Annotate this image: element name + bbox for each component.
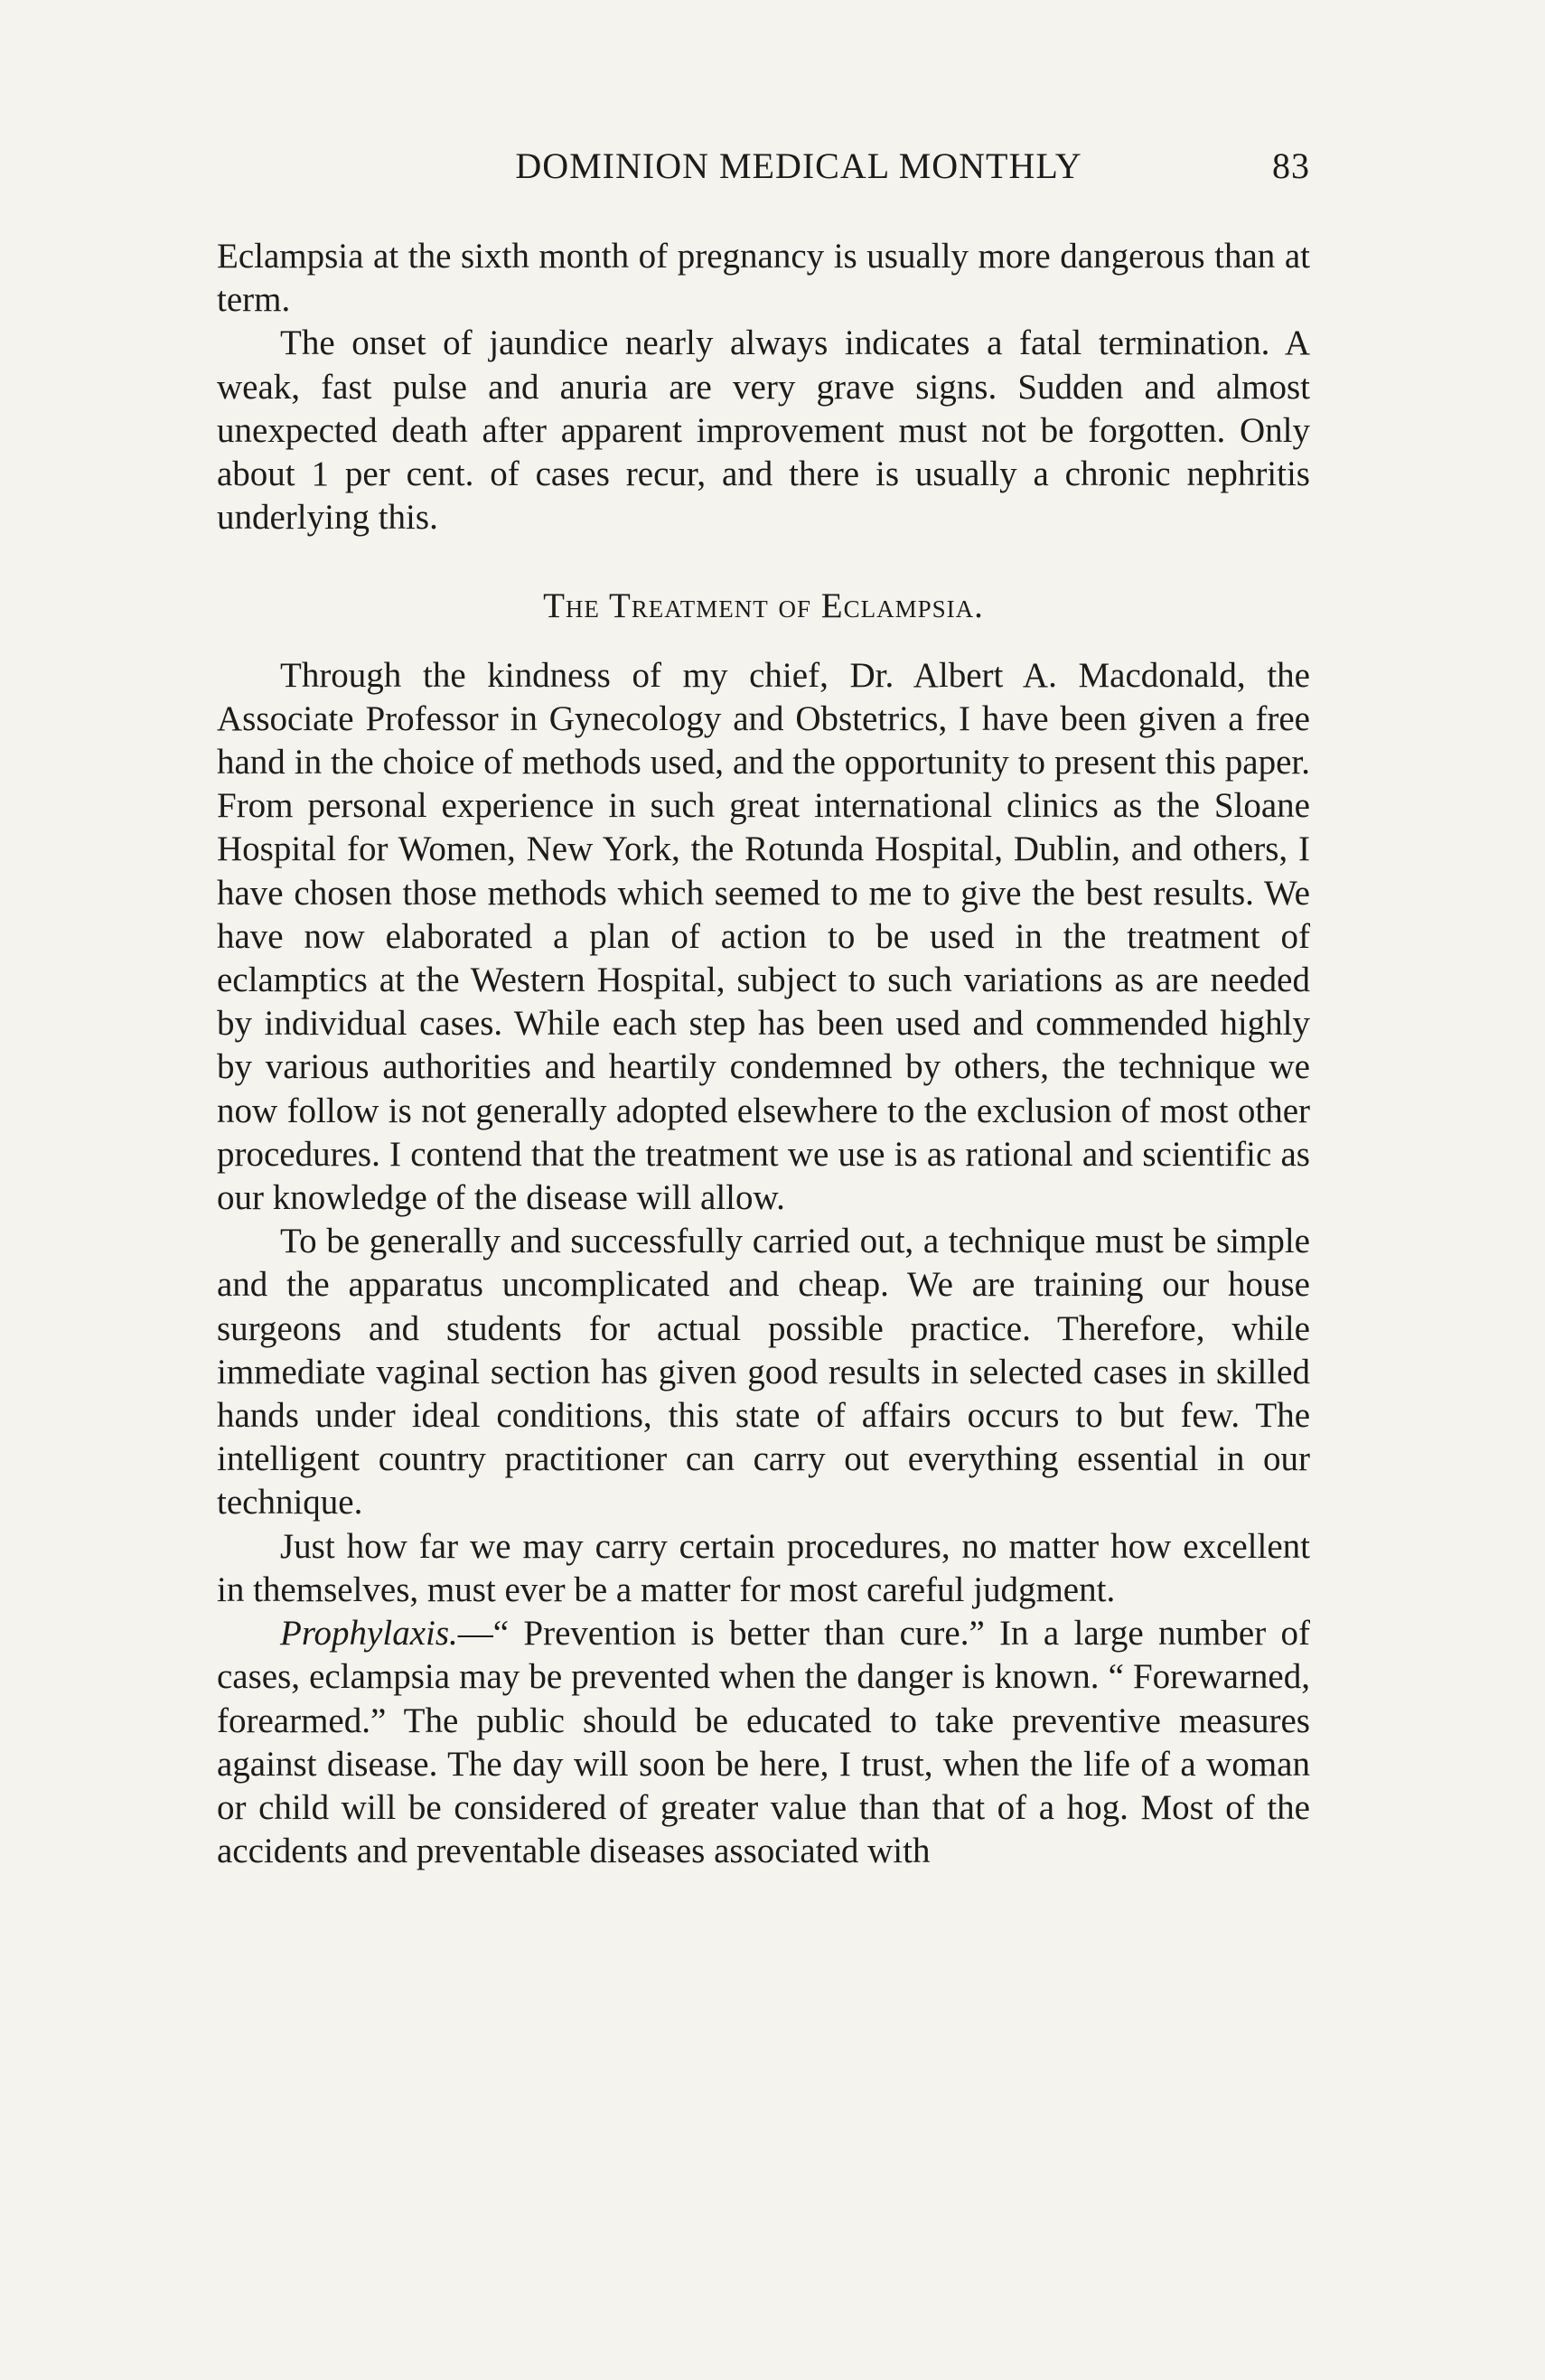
paragraph: Through the kindness of my chief, Dr. Albert A. Macdonald, the Associate Professor in Gynecology and Obstetrics, I have been given a free hand in the choice of methods used, and the opportunity to present this paper. From personal experience in such great international clinics as the Sloane Hospital for Women, New York, the Rotunda Hospital, Dublin, and others, I have chosen those methods which seemed to me to give the best results. We have now elaborated a plan of action to be used in the treatment of eclamptics at the Western Hospital, subject to such variations as are needed by individual cases. While each step has been used and commended highly by various authorities and heartily condemned by others, the technique we now follow is not generally adopted elsewhere to the exclusion of most other procedures. I contend that the treatment we use is as rational and scientific as our knowledge of the disease will allow. <box>217 655 1310 1218</box>
paragraph: To be generally and successfully carried out, a technique must be simple and the apparatus uncomplicated and cheap. We are training our house surgeons and students for actual possible practice. Therefore, while immediate vaginal section has given good results in selected cases in skilled hands under ideal conditions, this state of affairs occurs to but few. The intelligent country practitioner can carry out everything essential in our technique. <box>217 1222 1310 1523</box>
paragraph: The onset of jaundice nearly always indicates a fatal termination. A weak, fast pulse and anuria are very grave signs. Sudden and almost unexpected death after apparent improvement must not be forgotten. Only about 1 per cent. of cases recur, and there is usually a chronic nephritis underlying this. <box>217 323 1310 538</box>
page-number: 83 <box>1272 145 1310 186</box>
running-header <box>217 145 1310 199</box>
paragraph: Just how far we may carry certain procedures, no matter how excellent in themselves, must ever be a matter for most careful judgment. <box>217 1526 1310 1609</box>
section-heading: The Treatment of Eclampsia. <box>543 586 984 626</box>
prophylaxis-text: —“ Prevention is better than cure.” In a large number of cases, eclampsia may be prevented when the danger is known. “ Forewarned, forearmed.” The public should be educated to take preventive measures against disease. The day will soon be here, I trust, when the life of a woman or child will be considered of greater value than that of a hog. Most of the accidents and preventable diseases associated with <box>217 1614 1310 1871</box>
body-text <box>217 235 1310 1873</box>
paragraph: Eclampsia at the sixth month of pregnancy is usually more dangerous than at term. <box>217 237 1310 320</box>
prophylaxis-lead: Prophylaxis. <box>280 1614 458 1654</box>
page <box>217 145 1310 1873</box>
paragraph-prophylaxis <box>217 1612 1310 1873</box>
journal-title: DOMINION MEDICAL MONTHLY <box>515 145 1082 186</box>
